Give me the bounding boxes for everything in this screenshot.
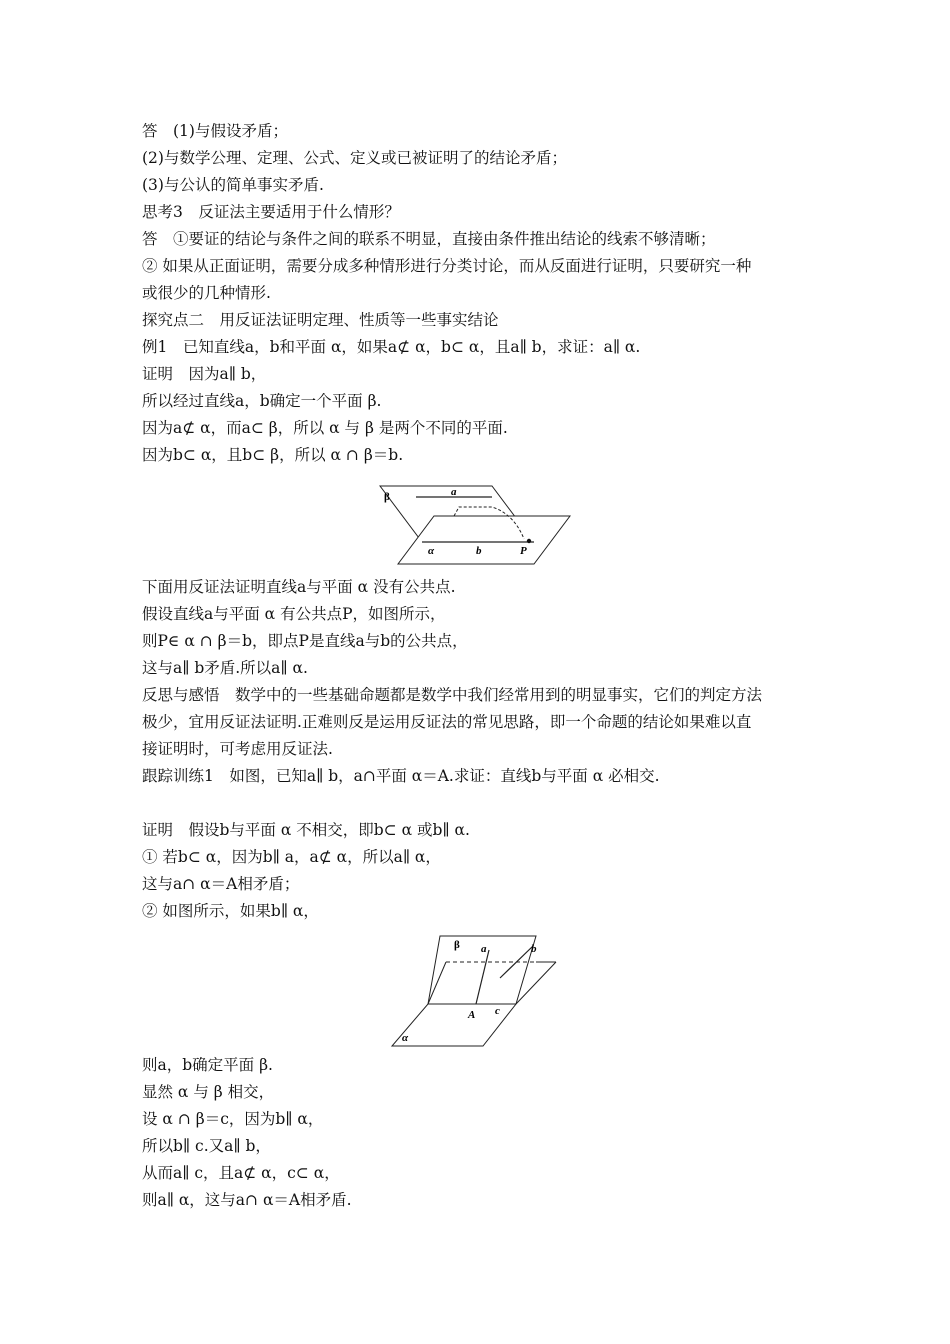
example-1-statement: 例1 已知直线a，b和平面 α，如果a⊄ α，b⊂ α，且a∥ b，求证：a∥ α. <box>142 338 641 356</box>
label-b: b <box>531 943 537 955</box>
label-P: P <box>520 545 527 557</box>
label-alpha: α <box>428 545 435 557</box>
label-beta: β <box>454 939 460 951</box>
conclusion-line: 这与a∥ b矛盾.所以a∥ α. <box>142 659 308 677</box>
label-beta: β <box>384 491 390 503</box>
training-proof-8: 所以b∥ c.又a∥ b， <box>142 1137 271 1155</box>
label-a: a <box>481 943 487 955</box>
think-3-answer-2: ② 如果从正面证明，需要分成多种情形进行分类讨论，而从反面进行证明，只要研究一种 <box>142 257 752 275</box>
then-line: 则P∈ α ∩ β＝b，即点P是直线a与b的公共点， <box>142 632 468 650</box>
think-3-answer-1: 答 ①要证的结论与条件之间的联系不明显，直接由条件推出结论的线索不够清晰； <box>142 230 716 248</box>
training-1-statement: 跟踪训练1 如图，已知a∥ b，a∩平面 α＝A.求证：直线b与平面 α 必相交. <box>142 767 660 785</box>
proof-line-2: 所以经过直线a，b确定一个平面 β. <box>142 392 382 410</box>
assume-line: 假设直线a与平面 α 有公共点P，如图所示， <box>142 605 446 623</box>
training-proof-6: 显然 α 与 β 相交， <box>142 1083 275 1101</box>
figure-2-planes <box>388 932 563 1050</box>
think-3-answer-3: 或很少的几种情形. <box>142 284 271 302</box>
figure-1-planes <box>374 484 574 570</box>
proof-line-3: 因为a⊄ α，而a⊂ β，所以 α 与 β 是两个不同的平面. <box>142 419 508 437</box>
label-b: b <box>476 545 482 557</box>
reflection-line-2: 极少，宜用反证法证明.正难则反是运用反证法的常见思路，即一个命题的结论如果难以直 <box>142 713 752 731</box>
proof-line-4: 因为b⊂ α，且b⊂ β，所以 α ∩ β＝b. <box>142 446 404 464</box>
plane-alpha <box>398 516 570 564</box>
think-3-heading: 思考3 反证法主要适用于什么情形？ <box>142 203 400 221</box>
contradiction-intro: 下面用反证法证明直线a与平面 α 没有公共点. <box>142 578 456 596</box>
answer-line-1: 答 (1)与假设矛盾； <box>142 122 288 140</box>
label-a: a <box>451 486 457 498</box>
training-proof-9: 从而a∥ c，且a⊄ α，c⊂ α， <box>142 1164 340 1182</box>
answer-line-3: (3)与公认的简单事实矛盾. <box>142 176 324 194</box>
answer-line-2: (2)与数学公理、定理、公式、定义或已被证明了的结论矛盾； <box>142 149 567 167</box>
reflection-line-1: 反思与感悟 数学中的一些基础命题都是数学中我们经常用到的明显事实，它们的判定方法 <box>142 686 763 704</box>
training-proof-1: 证明 假设b与平面 α 不相交，即b⊂ α 或b∥ α. <box>142 821 470 839</box>
training-proof-3: 这与a∩ α＝A相矛盾； <box>142 875 300 893</box>
training-proof-7: 设 α ∩ β＝c，因为b∥ α， <box>142 1110 324 1128</box>
training-proof-4: ② 如图所示，如果b∥ α， <box>142 902 319 920</box>
training-proof-5: 则a，b确定平面 β. <box>142 1056 273 1074</box>
section-heading: 探究点二 用反证法证明定理、性质等一些事实结论 <box>142 311 499 329</box>
label-alpha: α <box>402 1032 409 1044</box>
label-A: A <box>468 1009 476 1021</box>
proof-line-1: 证明 因为a∥ b， <box>142 365 267 383</box>
point-P <box>527 539 531 543</box>
line-a <box>476 950 489 1004</box>
training-proof-2: ① 若b⊂ α，因为b∥ a，a⊄ α，所以a∥ α， <box>142 848 441 866</box>
reflection-line-3: 接证明时，可考虑用反证法. <box>142 740 333 758</box>
label-c: c <box>495 1005 500 1017</box>
training-proof-10: 则a∥ α，这与a∩ α＝A相矛盾. <box>142 1191 352 1209</box>
